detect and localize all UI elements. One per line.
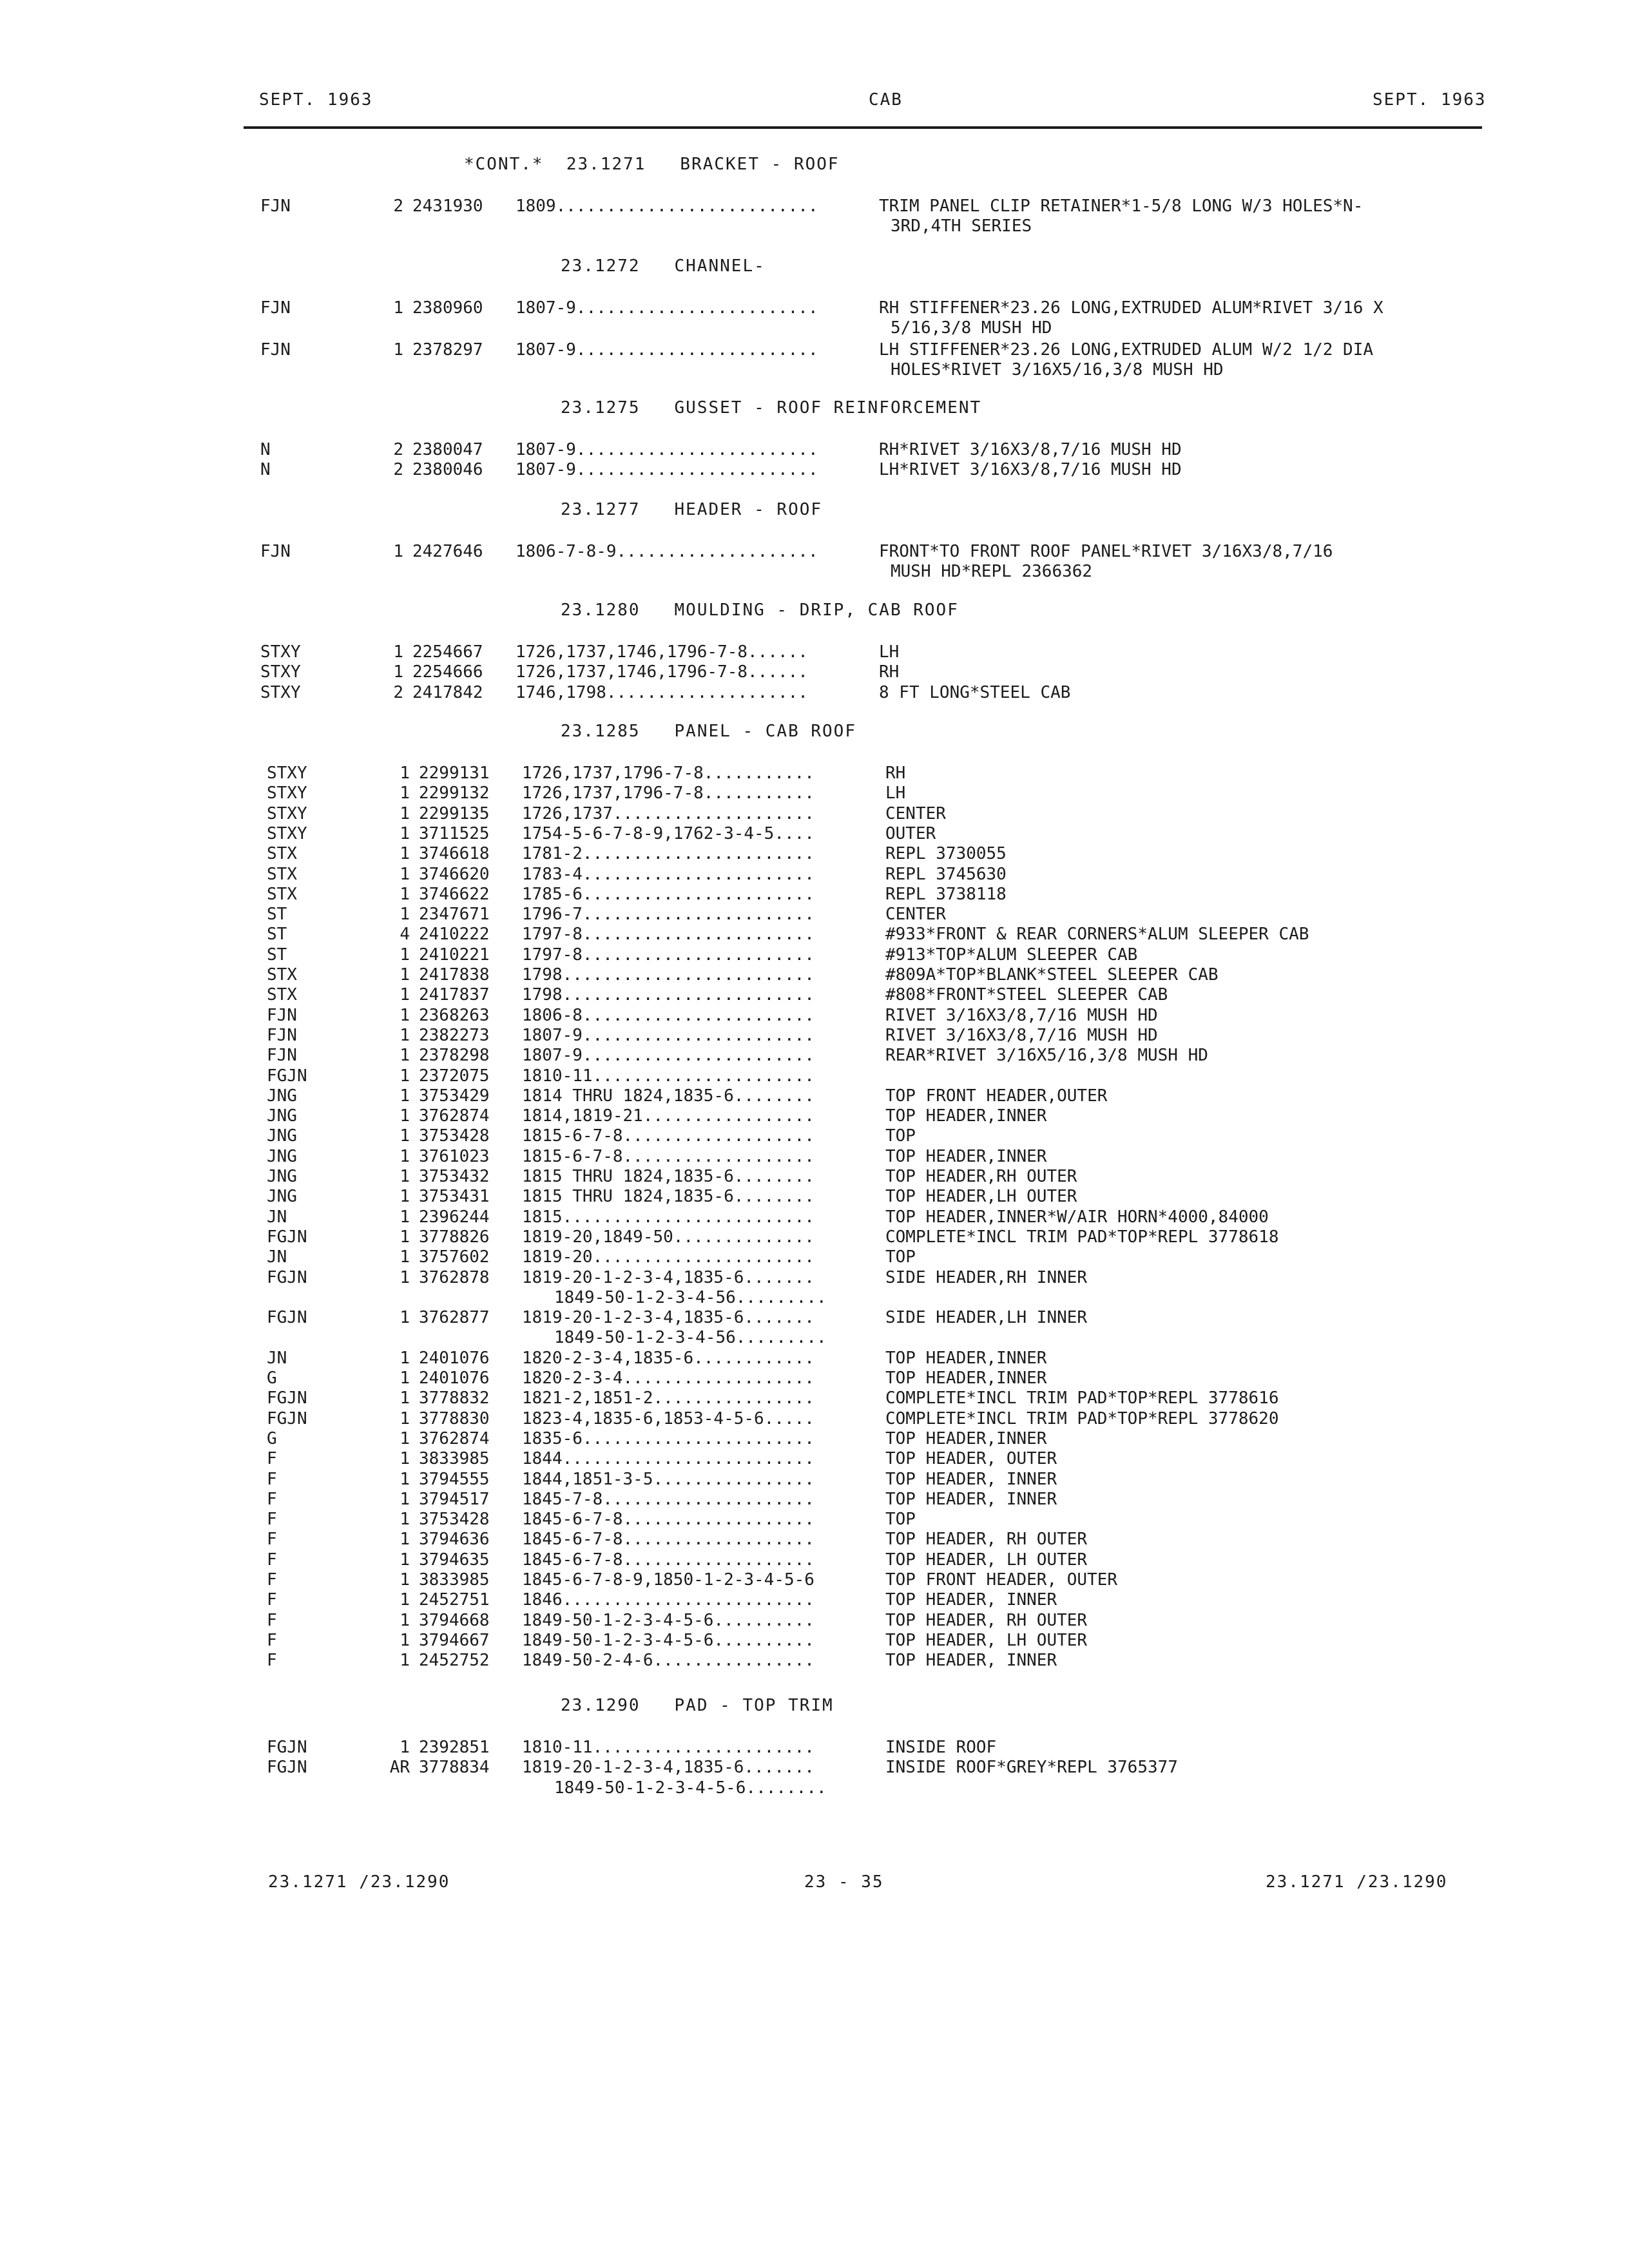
quantity: 2	[393, 460, 403, 480]
part-description: RH*RIVET 3/16X3/8,7/16 MUSH HD	[879, 440, 1182, 459]
part-number: 2378298	[419, 1046, 490, 1066]
quantity: 1	[400, 783, 410, 803]
model-numbers: 1797-8.......................	[522, 925, 815, 945]
quantity: 1	[393, 298, 403, 318]
quantity: 1	[400, 1570, 410, 1590]
model-numbers: 1844.........................	[522, 1449, 815, 1469]
applicability-code: F	[267, 1469, 277, 1489]
model-numbers: 1798.........................	[522, 965, 815, 985]
quantity: 2	[393, 682, 403, 702]
section-title: 23.1275 GUSSET - ROOF REINFORCEMENT	[561, 398, 982, 418]
part-number: 3761023	[419, 1146, 490, 1166]
part-description: SIDE HEADER,LH INNER	[885, 1308, 1088, 1328]
quantity: 1	[400, 1227, 410, 1247]
quantity: 1	[400, 1510, 410, 1530]
part-description: TOP HEADER, LH OUTER	[885, 1630, 1088, 1650]
part-description: RH	[879, 662, 900, 682]
model-numbers: 1815 THRU 1824,1835-6........	[522, 1187, 815, 1207]
quantity: 1	[400, 1610, 410, 1630]
part-number: 3762878	[419, 1267, 490, 1287]
quantity: 1	[400, 1308, 410, 1328]
quantity: 1	[400, 965, 410, 985]
part-number: 3794517	[419, 1489, 490, 1509]
part-number: 3753428	[419, 1510, 490, 1530]
part-description: COMPLETE*INCL TRIM PAD*TOP*REPL 3778620	[885, 1408, 1279, 1428]
applicability-code: FJN	[260, 340, 291, 360]
model-numbers: 1785-6.......................	[522, 884, 815, 904]
model-numbers: 1807-9........................	[516, 340, 818, 360]
model-numbers: 1806-7-8-9....................	[516, 542, 818, 561]
applicability-code: G	[267, 1428, 277, 1448]
quantity: 1	[400, 1167, 410, 1186]
model-numbers: 1845-6-7-8...................	[522, 1550, 815, 1570]
applicability-code: STX	[267, 864, 297, 884]
header-section-title: CAB	[869, 90, 903, 110]
applicability-code: F	[267, 1651, 277, 1671]
applicability-code: FGJN	[267, 1066, 307, 1086]
part-description: TOP HEADER,INNER	[885, 1369, 1047, 1388]
quantity: 1	[400, 985, 410, 1005]
model-numbers: 1797-8.......................	[522, 945, 815, 965]
part-number: 2380047	[412, 440, 483, 459]
applicability-code: FGJN	[267, 1308, 307, 1328]
quantity: 1	[400, 1126, 410, 1146]
part-description: COMPLETE*INCL TRIM PAD*TOP*REPL 3778618	[885, 1227, 1279, 1247]
part-number: 3746620	[419, 864, 490, 884]
quantity: 4	[400, 925, 410, 945]
model-numbers: 1849-50-1-2-3-4-5-6..........	[522, 1610, 815, 1630]
part-description: TOP HEADER,INNER	[885, 1428, 1047, 1448]
part-description: #913*TOP*ALUM SLEEPER CAB	[885, 945, 1138, 965]
quantity: 1	[400, 1348, 410, 1368]
model-numbers: 1845-7-8.....................	[522, 1489, 815, 1509]
model-numbers: 1796-7.......................	[522, 905, 815, 925]
quantity: 1	[400, 1550, 410, 1570]
part-description: FRONT*TO FRONT ROOF PANEL*RIVET 3/16X3/8,7/16	[879, 542, 1333, 561]
part-description: TOP	[885, 1126, 916, 1146]
part-number: 3762874	[419, 1106, 490, 1126]
model-numbers: 1820-2-3-4,1835-6............	[522, 1348, 815, 1368]
part-description-continued: 3RD,4TH SERIES	[891, 216, 1032, 236]
applicability-code: JNG	[267, 1086, 297, 1106]
model-numbers: 1809..........................	[516, 197, 818, 216]
applicability-code: FGJN	[267, 1758, 307, 1778]
model-numbers: 1819-20......................	[522, 1247, 815, 1267]
model-numbers: 1814 THRU 1824,1835-6........	[522, 1086, 815, 1106]
model-numbers: 1819-20-1-2-3-4,1835-6.......	[522, 1267, 815, 1287]
part-number: 2401076	[419, 1348, 490, 1368]
applicability-code: STXY	[260, 642, 301, 662]
applicability-code: FJN	[260, 542, 291, 561]
part-number: 3833985	[419, 1449, 490, 1469]
model-numbers: 1815-6-7-8...................	[522, 1126, 815, 1146]
applicability-code: STX	[267, 965, 297, 985]
applicability-code: STX	[267, 985, 297, 1005]
applicability-code: JNG	[267, 1187, 297, 1207]
model-numbers: 1807-9........................	[516, 298, 818, 318]
model-numbers: 1726,1737,1746,1796-7-8......	[516, 642, 808, 662]
part-description: TOP HEADER, INNER	[885, 1489, 1057, 1509]
part-number: 3778832	[419, 1389, 490, 1408]
model-numbers: 1814,1819-21.................	[522, 1106, 815, 1126]
quantity: 1	[400, 803, 410, 823]
model-numbers: 1845-6-7-8-9,1850-1-2-3-4-5-6	[522, 1570, 815, 1590]
applicability-code: STXY	[260, 682, 301, 702]
part-number: 2417838	[419, 965, 490, 985]
part-description: REPL 3730055	[885, 844, 1007, 864]
section-title: 23.1277 HEADER - ROOF	[561, 500, 823, 519]
part-number: 2378297	[412, 340, 483, 360]
applicability-code: FGJN	[267, 1408, 307, 1428]
quantity: 1	[400, 1630, 410, 1650]
quantity: 1	[400, 1738, 410, 1757]
part-description: LH	[879, 642, 900, 662]
part-description: TOP HEADER,INNER*W/AIR HORN*4000,84000	[885, 1207, 1269, 1227]
part-description-continued: 5/16,3/8 MUSH HD	[891, 318, 1052, 338]
quantity: 1	[393, 340, 403, 360]
section-title: 23.1290 PAD - TOP TRIM	[561, 1696, 834, 1715]
section-title: 23.1280 MOULDING - DRIP, CAB ROOF	[561, 601, 959, 620]
part-number: 3778830	[419, 1408, 490, 1428]
part-description: LH	[885, 783, 906, 803]
model-numbers: 1726,1737,1746,1796-7-8......	[516, 662, 808, 682]
footer-page-number: 23 - 35	[804, 1872, 884, 1892]
applicability-code: FJN	[260, 197, 291, 216]
part-description: TOP HEADER, LH OUTER	[885, 1550, 1088, 1570]
model-numbers: 1807-9.......................	[522, 1025, 815, 1045]
quantity: 1	[400, 764, 410, 783]
part-number: 3757602	[419, 1247, 490, 1267]
part-description: SIDE HEADER,RH INNER	[885, 1267, 1088, 1287]
header-date-left: SEPT. 1963	[259, 90, 373, 110]
part-number: 2380046	[412, 460, 483, 480]
quantity: 1	[400, 1590, 410, 1610]
part-number: 2410221	[419, 945, 490, 965]
applicability-code: ST	[267, 925, 287, 945]
model-numbers: 1815-6-7-8...................	[522, 1146, 815, 1166]
model-numbers: 1806-8.......................	[522, 1005, 815, 1025]
applicability-code: STXY	[267, 803, 307, 823]
model-numbers: 1844,1851-3-5................	[522, 1469, 815, 1489]
quantity: 1	[400, 1146, 410, 1166]
part-description: TOP HEADER,RH OUTER	[885, 1167, 1077, 1186]
model-numbers: 1819-20,1849-50..............	[522, 1227, 815, 1247]
part-description: TOP	[885, 1247, 916, 1267]
model-numbers: 1726,1737,1796-7-8...........	[522, 783, 815, 803]
header-rule	[244, 126, 1482, 129]
model-numbers: 1783-4.......................	[522, 864, 815, 884]
quantity: 1	[400, 1025, 410, 1045]
applicability-code: FGJN	[267, 1227, 307, 1247]
model-numbers: 1846.........................	[522, 1590, 815, 1610]
quantity: 1	[400, 1489, 410, 1509]
part-number: 2417842	[412, 682, 483, 702]
part-number: 2431930	[412, 197, 483, 216]
model-numbers: 1810-11......................	[522, 1738, 815, 1757]
part-description: COMPLETE*INCL TRIM PAD*TOP*REPL 3778616	[885, 1389, 1279, 1408]
applicability-code: JN	[267, 1348, 287, 1368]
part-number: 3833985	[419, 1570, 490, 1590]
applicability-code: JNG	[267, 1146, 297, 1166]
part-description: #808*FRONT*STEEL SLEEPER CAB	[885, 985, 1168, 1005]
applicability-code: STX	[267, 844, 297, 864]
part-description: TOP HEADER,INNER	[885, 1348, 1047, 1368]
part-description: CENTER	[885, 905, 946, 925]
part-description: INSIDE ROOF*GREY*REPL 3765377	[885, 1758, 1178, 1778]
applicability-code: F	[267, 1449, 277, 1469]
part-description: #933*FRONT & REAR CORNERS*ALUM SLEEPER CAB	[885, 925, 1309, 945]
part-number: 3794636	[419, 1530, 490, 1550]
part-number: 3794667	[419, 1630, 490, 1650]
part-number: 2347671	[419, 905, 490, 925]
applicability-code: JN	[267, 1247, 287, 1267]
part-description: INSIDE ROOF	[885, 1738, 997, 1757]
part-description-continued: MUSH HD*REPL 2366362	[891, 562, 1093, 582]
applicability-code: JN	[267, 1207, 287, 1227]
quantity: 1	[400, 884, 410, 904]
applicability-code: FGJN	[267, 1738, 307, 1757]
part-number: 3794668	[419, 1610, 490, 1630]
model-numbers-continued: 1849-50-1-2-3-4-56.........	[554, 1328, 827, 1348]
part-description: LH STIFFENER*23.26 LONG,EXTRUDED ALUM W/2 1/2 DIA	[879, 340, 1374, 360]
model-numbers-continued: 1849-50-1-2-3-4-56.........	[554, 1287, 827, 1307]
part-description: RIVET 3/16X3/8,7/16 MUSH HD	[885, 1005, 1158, 1025]
part-number: 3794555	[419, 1469, 490, 1489]
part-description: TOP FRONT HEADER, OUTER	[885, 1570, 1118, 1590]
part-number: 2299135	[419, 803, 490, 823]
part-description: OUTER	[885, 823, 936, 843]
applicability-code: FGJN	[267, 1267, 307, 1287]
applicability-code: FJN	[267, 1005, 297, 1025]
model-numbers: 1807-9........................	[516, 460, 818, 480]
model-numbers: 1798.........................	[522, 985, 815, 1005]
part-number: 3753428	[419, 1126, 490, 1146]
part-number: 2396244	[419, 1207, 490, 1227]
model-numbers: 1823-4,1835-6,1853-4-5-6.....	[522, 1408, 815, 1428]
applicability-code: JNG	[267, 1126, 297, 1146]
model-numbers: 1781-2.......................	[522, 844, 815, 864]
part-description: TOP HEADER,LH OUTER	[885, 1187, 1077, 1207]
part-number: 2372075	[419, 1066, 490, 1086]
part-description: TOP HEADER, RH OUTER	[885, 1610, 1088, 1630]
quantity: 1	[400, 1408, 410, 1428]
model-numbers: 1807-9.......................	[522, 1046, 815, 1066]
footer-range-right: 23.1271 /23.1290	[1266, 1872, 1448, 1892]
applicability-code: STXY	[267, 783, 307, 803]
part-description-continued: HOLES*RIVET 3/16X5/16,3/8 MUSH HD	[891, 360, 1224, 380]
quantity: 1	[400, 1046, 410, 1066]
part-number: 2427646	[412, 542, 483, 561]
applicability-code: ST	[267, 905, 287, 925]
quantity: 2	[393, 197, 403, 216]
quantity: 1	[393, 642, 403, 662]
part-description: LH*RIVET 3/16X3/8,7/16 MUSH HD	[879, 460, 1182, 480]
quantity: 1	[400, 823, 410, 843]
model-numbers: 1726,1737,1796-7-8...........	[522, 764, 815, 783]
model-numbers: 1819-20-1-2-3-4,1835-6.......	[522, 1758, 815, 1778]
part-number: 2401076	[419, 1369, 490, 1388]
part-number: 2410222	[419, 925, 490, 945]
part-number: 3794635	[419, 1550, 490, 1570]
part-description: RH STIFFENER*23.26 LONG,EXTRUDED ALUM*RIVET 3/16 X	[879, 298, 1383, 318]
quantity: 1	[400, 1187, 410, 1207]
applicability-code: N	[260, 440, 271, 459]
quantity: 1	[400, 1449, 410, 1469]
part-description: REAR*RIVET 3/16X5/16,3/8 MUSH HD	[885, 1046, 1208, 1066]
quantity: 1	[400, 864, 410, 884]
part-number: 2368263	[419, 1005, 490, 1025]
part-number: 2452751	[419, 1590, 490, 1610]
part-description: CENTER	[885, 803, 946, 823]
part-number: 3778834	[419, 1758, 490, 1778]
part-description: TOP	[885, 1510, 916, 1530]
quantity: 1	[400, 1530, 410, 1550]
part-description: TOP HEADER, INNER	[885, 1590, 1057, 1610]
quantity: 1	[393, 542, 403, 561]
quantity: 1	[400, 844, 410, 864]
part-description: RH	[885, 764, 906, 783]
applicability-code: F	[267, 1489, 277, 1509]
applicability-code: JNG	[267, 1167, 297, 1186]
applicability-code: F	[267, 1630, 277, 1650]
quantity: 1	[400, 1267, 410, 1287]
quantity: 1	[400, 905, 410, 925]
part-description: TRIM PANEL CLIP RETAINER*1-5/8 LONG W/3 HOLES*N-	[879, 197, 1364, 216]
section-title: *CONT.* 23.1271 BRACKET - ROOF	[464, 155, 840, 174]
model-numbers: 1754-5-6-7-8-9,1762-3-4-5....	[522, 823, 815, 843]
quantity: 1	[400, 1066, 410, 1086]
applicability-code: FGJN	[267, 1389, 307, 1408]
part-number: 2452752	[419, 1651, 490, 1671]
section-title: 23.1285 PANEL - CAB ROOF	[561, 722, 856, 741]
model-numbers-continued: 1849-50-1-2-3-4-5-6........	[554, 1778, 827, 1798]
quantity: 1	[400, 1428, 410, 1448]
part-number: 3746622	[419, 884, 490, 904]
header-date-right: SEPT. 1963	[1373, 90, 1487, 110]
part-number: 2254667	[412, 642, 483, 662]
quantity: 2	[393, 440, 403, 459]
model-numbers: 1820-2-3-4...................	[522, 1369, 815, 1388]
applicability-code: F	[267, 1590, 277, 1610]
part-number: 2417837	[419, 985, 490, 1005]
part-description: TOP HEADER, OUTER	[885, 1449, 1057, 1469]
applicability-code: STXY	[260, 662, 301, 682]
quantity: 1	[400, 1247, 410, 1267]
part-description: RIVET 3/16X3/8,7/16 MUSH HD	[885, 1025, 1158, 1045]
quantity: 1	[400, 1207, 410, 1227]
applicability-code: FJN	[260, 298, 291, 318]
part-number: 2392851	[419, 1738, 490, 1757]
quantity: 1	[400, 1005, 410, 1025]
applicability-code: F	[267, 1570, 277, 1590]
quantity: 1	[400, 1651, 410, 1671]
applicability-code: STX	[267, 884, 297, 904]
applicability-code: G	[267, 1369, 277, 1388]
part-number: 3753431	[419, 1187, 490, 1207]
applicability-code: JNG	[267, 1106, 297, 1126]
model-numbers: 1810-11......................	[522, 1066, 815, 1086]
part-number: 3753429	[419, 1086, 490, 1106]
quantity: 1	[400, 1086, 410, 1106]
quantity: 1	[400, 1106, 410, 1126]
part-description: TOP HEADER, RH OUTER	[885, 1530, 1088, 1550]
part-description: TOP FRONT HEADER,OUTER	[885, 1086, 1108, 1106]
part-description: 8 FT LONG*STEEL CAB	[879, 682, 1071, 702]
part-number: 2299132	[419, 783, 490, 803]
applicability-code: F	[267, 1530, 277, 1550]
part-description: #809A*TOP*BLANK*STEEL SLEEPER CAB	[885, 965, 1219, 985]
section-title: 23.1272 CHANNEL-	[561, 256, 766, 276]
model-numbers: 1835-6.......................	[522, 1428, 815, 1448]
part-description: TOP HEADER, INNER	[885, 1469, 1057, 1489]
footer-range-left: 23.1271 /23.1290	[268, 1872, 450, 1892]
part-number: 3711525	[419, 823, 490, 843]
applicability-code: F	[267, 1550, 277, 1570]
applicability-code: FJN	[267, 1046, 297, 1066]
quantity: 1	[393, 662, 403, 682]
part-number: 2382273	[419, 1025, 490, 1045]
model-numbers: 1815 THRU 1824,1835-6........	[522, 1167, 815, 1186]
quantity: AR	[389, 1758, 410, 1778]
applicability-code: F	[267, 1610, 277, 1630]
model-numbers: 1849-50-1-2-3-4-5-6..........	[522, 1630, 815, 1650]
applicability-code: FJN	[267, 1025, 297, 1045]
part-number: 3753432	[419, 1167, 490, 1186]
part-number: 3746618	[419, 844, 490, 864]
quantity: 1	[400, 1369, 410, 1388]
applicability-code: F	[267, 1510, 277, 1530]
part-description: REPL 3745630	[885, 864, 1007, 884]
applicability-code: STXY	[267, 764, 307, 783]
part-description: TOP HEADER,INNER	[885, 1146, 1047, 1166]
part-number: 2380960	[412, 298, 483, 318]
model-numbers: 1821-2,1851-2................	[522, 1389, 815, 1408]
model-numbers: 1807-9........................	[516, 440, 818, 459]
model-numbers: 1845-6-7-8...................	[522, 1510, 815, 1530]
model-numbers: 1819-20-1-2-3-4,1835-6.......	[522, 1308, 815, 1328]
applicability-code: ST	[267, 945, 287, 965]
applicability-code: STXY	[267, 823, 307, 843]
model-numbers: 1746,1798....................	[516, 682, 808, 702]
part-number: 2254666	[412, 662, 483, 682]
part-number: 3762874	[419, 1428, 490, 1448]
model-numbers: 1845-6-7-8...................	[522, 1530, 815, 1550]
part-number: 2299131	[419, 764, 490, 783]
applicability-code: N	[260, 460, 271, 480]
quantity: 1	[400, 1389, 410, 1408]
model-numbers: 1815.........................	[522, 1207, 815, 1227]
quantity: 1	[400, 945, 410, 965]
model-numbers: 1726,1737....................	[522, 803, 815, 823]
part-description: TOP HEADER, INNER	[885, 1651, 1057, 1671]
quantity: 1	[400, 1469, 410, 1489]
part-number: 3762877	[419, 1308, 490, 1328]
model-numbers: 1849-50-2-4-6................	[522, 1651, 815, 1671]
part-number: 3778826	[419, 1227, 490, 1247]
part-description: TOP HEADER,INNER	[885, 1106, 1047, 1126]
part-description: REPL 3738118	[885, 884, 1007, 904]
